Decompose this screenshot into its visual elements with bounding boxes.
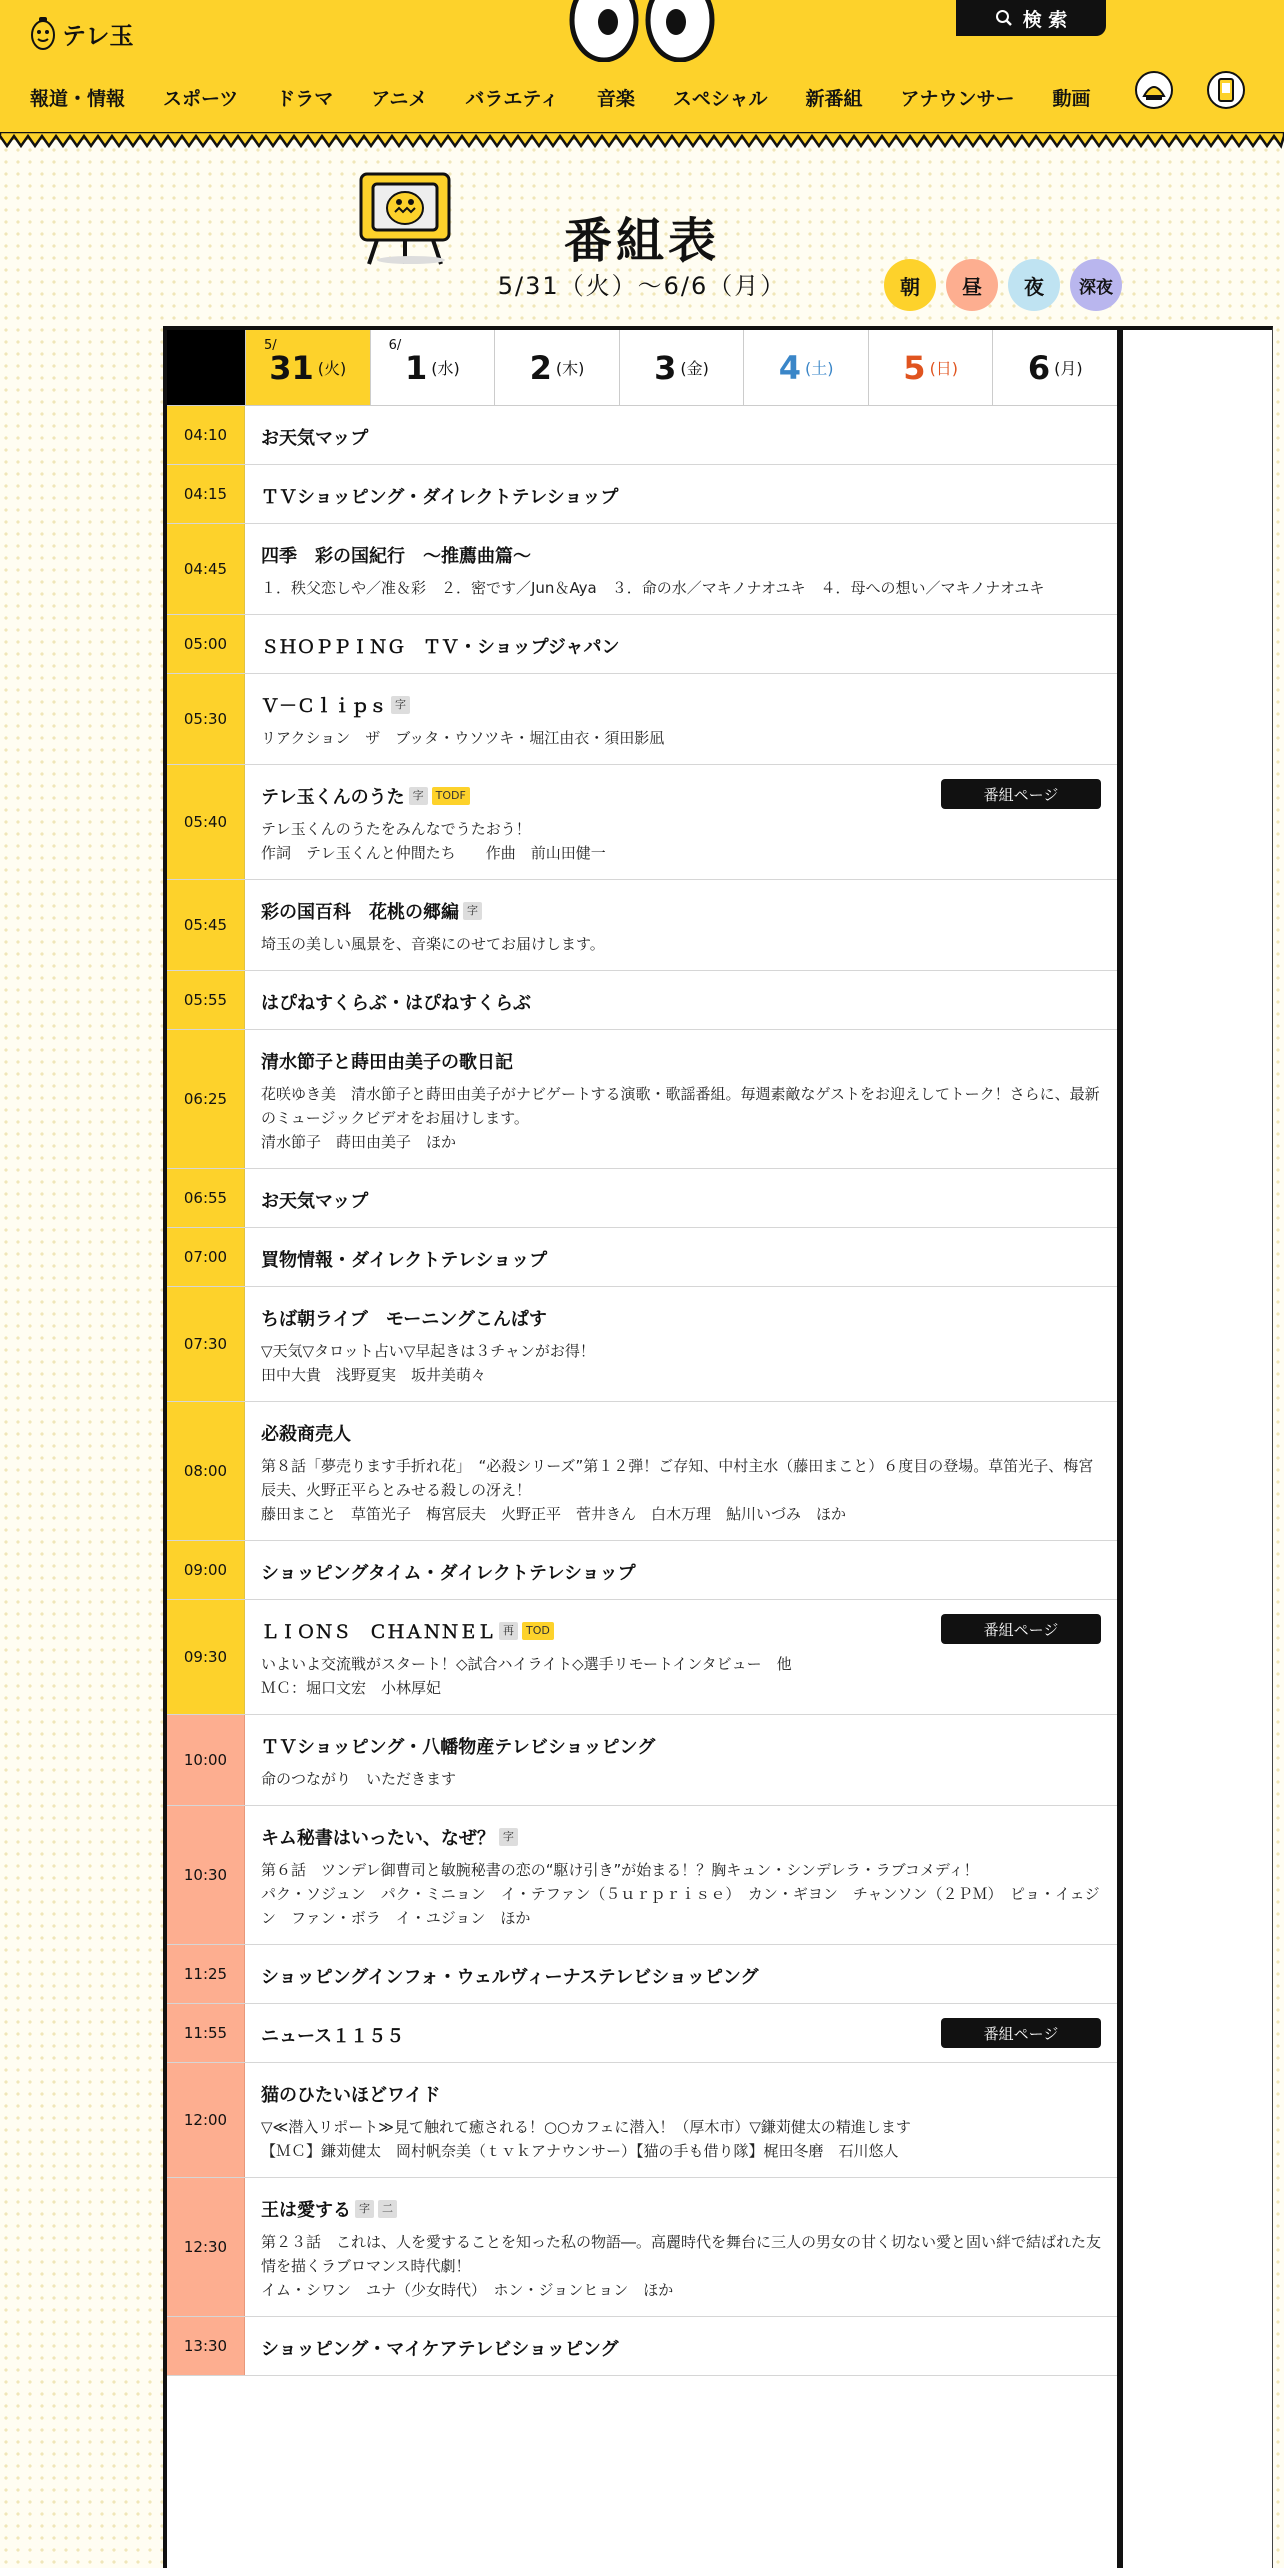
- program-time: 05:40: [167, 765, 245, 879]
- search-button[interactable]: [956, 0, 1106, 36]
- program-title-text: ＳＨＯＰＰＩＮＧ ＴＶ・ショップジャパン: [261, 637, 620, 658]
- program-title: [261, 1048, 1101, 1074]
- program-time: 07:00: [167, 1228, 245, 1286]
- program-time: 06:55: [167, 1169, 245, 1227]
- program-title-text: 四季 彩の国紀行 ～推薦曲篇～: [261, 546, 531, 567]
- program-title-text: ニュース１１５５: [261, 2026, 405, 2047]
- nav-item-drama[interactable]: ドラマ: [276, 88, 334, 110]
- program-time: 05:30: [167, 674, 245, 764]
- program-cell[interactable]: [245, 2063, 1117, 2177]
- program-schedule: [163, 326, 1121, 2568]
- schedule-button-label: 番組表: [1182, 1446, 1240, 1469]
- program-badge: 二: [378, 2200, 397, 2218]
- program-time: 05:00: [167, 615, 245, 673]
- program-description: 第６話 ツンデレ御曹司と敏腕秘書の恋の“駆け引き”が始まる！？胸キュン・シンデレラ・ラブコメディ！ パク・ソジュン パク・ミニョン イ・テファン（５ｕｒｐｒｉｓｅ） カン・ギヨン チャンソン（２ＰＭ） ピョ・イェジン ファン・ボラ イ・ユジョン ほか: [261, 1861, 1100, 1927]
- clock-icon: [1155, 1447, 1173, 1465]
- day-tab-3[interactable]: [619, 330, 744, 405]
- program-row: [167, 2063, 1117, 2178]
- period-button-2[interactable]: 夜: [1008, 259, 1060, 311]
- day-number: 6: [1027, 348, 1051, 387]
- program-title: [261, 1420, 1101, 1446]
- program-row: [167, 1228, 1117, 1287]
- program-description: ▽天気▽タロット占い▽早起きは３チャンがお得！ 田中大貴 浅野夏実 坂井美萌々: [261, 1342, 595, 1384]
- program-row: [167, 2317, 1117, 2376]
- program-row: [167, 615, 1117, 674]
- day-weekday: (日): [929, 359, 959, 378]
- program-title: [261, 2196, 1101, 2222]
- program-title-text: キム秘書はいったい、なぜ？: [261, 1828, 495, 1849]
- program-time: 11:25: [167, 1945, 245, 2003]
- program-row: [167, 1945, 1117, 2004]
- day-number: 31: [269, 348, 314, 387]
- program-cell[interactable]: [245, 1169, 1117, 1227]
- day-number: 1: [404, 348, 428, 387]
- header-zigzag-edge: [0, 132, 1284, 150]
- program-row: [167, 465, 1117, 524]
- teletama-mascot-icon: [30, 14, 56, 52]
- program-title-text: ショッピングインフォ・ウェルヴィーナステレビショッピング: [261, 1967, 759, 1988]
- program-row: [167, 880, 1117, 971]
- nav-item-video[interactable]: 動画: [1052, 88, 1091, 110]
- program-row: [167, 971, 1117, 1030]
- program-title: [261, 633, 1101, 659]
- page-title: 番組表: [563, 213, 720, 269]
- program-time: 08:00: [167, 1402, 245, 1540]
- program-title: [261, 1963, 1101, 1989]
- period-button-3[interactable]: 深夜: [1070, 259, 1122, 311]
- day-weekday: (木): [555, 359, 585, 378]
- program-badge: 字: [463, 902, 482, 920]
- program-time: 12:00: [167, 2063, 245, 2177]
- program-row: [167, 524, 1117, 615]
- program-cell[interactable]: [245, 1541, 1117, 1599]
- program-cell[interactable]: [245, 1228, 1117, 1286]
- program-badge: 字: [355, 2200, 374, 2218]
- program-title-text: 王は愛する: [261, 2200, 351, 2221]
- program-title-text: お天気マップ: [261, 428, 369, 449]
- program-title-text: ショッピング・マイケアテレビショッピング: [261, 2339, 619, 2360]
- program-time: 04:45: [167, 524, 245, 614]
- program-title: [261, 1305, 1101, 1331]
- program-cell[interactable]: [245, 2317, 1117, 2375]
- program-cell[interactable]: [245, 465, 1117, 523]
- program-row: [167, 1402, 1117, 1541]
- program-title: [261, 1733, 1101, 1759]
- nav-item-new-programs[interactable]: 新番組: [805, 88, 863, 110]
- program-time: 09:00: [167, 1541, 245, 1599]
- program-page-button[interactable]: 番組ページ: [941, 1614, 1101, 1644]
- program-row: [167, 1806, 1117, 1945]
- period-filter: [884, 259, 1122, 311]
- program-cell[interactable]: [245, 1715, 1117, 1805]
- program-title-text: 彩の国百科 花桃の郷編: [261, 902, 459, 923]
- program-description: 花咲ゆき美 清水節子と蒔田由美子がナビゲートする演歌・歌謡番組。毎週素敵なゲストをお迎えしてトーク！さらに、最新のミュージックビデオをお届けします。 清水節子 蒔田由美子 ほか: [261, 1085, 1100, 1151]
- nav-item-music[interactable]: 音楽: [596, 88, 635, 110]
- program-title-text: ＬＩＯＮＳ ＣＨＡＮＮＥＬ: [261, 1622, 495, 1643]
- program-row: [167, 1169, 1117, 1228]
- program-time: 06:25: [167, 1030, 245, 1168]
- program-title: [261, 483, 1101, 509]
- program-title: [261, 424, 1101, 450]
- day-weekday: (水): [431, 359, 460, 378]
- day-tabs: [167, 330, 1117, 406]
- program-page-button[interactable]: 番組ページ: [941, 779, 1101, 809]
- program-row: [167, 2004, 1117, 2063]
- main-nav: [30, 84, 1129, 111]
- program-title-text: ショッピングタイム・ダイレクトテレショップ: [261, 1563, 636, 1584]
- nav-item-sports[interactable]: スポーツ: [163, 88, 239, 110]
- program-row: [167, 1715, 1117, 1806]
- day-weekday: (金): [680, 359, 709, 378]
- program-cell[interactable]: [245, 1945, 1117, 2003]
- program-time: 04:15: [167, 465, 245, 523]
- program-time: 04:10: [167, 406, 245, 464]
- program-description: ▽≪潜入リポート≫見て触れて癒される！○○カフェに潜入！（厚木市）▽鎌苅健太の精進します 【ＭＣ】鎌苅健太 岡村帆奈美（ｔｖｋアナウンサー）【猫の手も借り隊】梶田冬磨 石川悠人: [261, 2118, 911, 2160]
- program-row: [167, 1600, 1117, 1715]
- program-description: リアクション ザ ブッタ・ウソツキ・堀江由衣・須田影凪: [261, 729, 665, 747]
- site-logo[interactable]: [30, 14, 134, 52]
- program-time: 05:45: [167, 880, 245, 970]
- day-tab-0[interactable]: [245, 330, 370, 405]
- program-title-text: テレ玉くんのうた: [261, 787, 405, 808]
- program-title: [261, 1187, 1101, 1213]
- day-tab-1[interactable]: [370, 330, 495, 405]
- teletama-app-icon[interactable]: [1134, 70, 1174, 110]
- program-title-text: ちば朝ライブ モーニングこんぱす: [261, 1309, 547, 1330]
- program-time: 11:55: [167, 2004, 245, 2062]
- logo-text: テレ玉: [62, 21, 134, 50]
- day-tab-5[interactable]: [868, 330, 993, 405]
- program-title: [261, 1824, 1101, 1850]
- program-time: 13:30: [167, 2317, 245, 2375]
- program-badge: TOD: [522, 1622, 554, 1640]
- program-cell[interactable]: [245, 2178, 1117, 2316]
- program-cell[interactable]: [245, 1030, 1117, 1168]
- program-title-text: ＴＶショッピング・ダイレクトテレショップ: [261, 487, 619, 508]
- program-title: [261, 1246, 1101, 1272]
- program-title-text: 清水節子と蒔田由美子の歌日記: [261, 1052, 513, 1073]
- schedule-button[interactable]: [1119, 326, 1273, 2568]
- program-row: [167, 2178, 1117, 2317]
- day-weekday: (月): [1054, 359, 1083, 378]
- program-cell[interactable]: [245, 971, 1117, 1029]
- program-time: 12:30: [167, 2178, 245, 2316]
- day-tab-4[interactable]: [743, 330, 868, 405]
- program-title-text: ＴＶショッピング・八幡物産テレビショッピング: [261, 1737, 656, 1758]
- program-description: １．秩父恋しや／准＆彩 ２．密です／Jun＆Aya ３．命の水／マキノナオユキ ４．母への想い／マキノナオユキ: [261, 579, 1045, 597]
- program-cell[interactable]: [245, 2004, 1117, 2062]
- program-title: [261, 898, 1101, 924]
- day-number: 3: [654, 348, 677, 387]
- day-number: 4: [778, 348, 801, 387]
- program-time: 10:00: [167, 1715, 245, 1805]
- program-cell[interactable]: [245, 880, 1117, 970]
- program-cell[interactable]: [245, 674, 1117, 764]
- day-weekday: (土): [804, 359, 834, 378]
- program-description: いよいよ交流戦がスタート！◇試合ハイライト◇選手リモートインタビュー 他 ＭＣ：堀口文宏 小林厚妃: [261, 1655, 792, 1697]
- day-month: 5/: [264, 338, 277, 353]
- program-badge: 再: [499, 1622, 518, 1640]
- program-cell[interactable]: [245, 1402, 1117, 1540]
- day-tab-6[interactable]: [992, 330, 1117, 405]
- program-list: [167, 406, 1117, 2376]
- program-badge: 字: [391, 696, 410, 714]
- program-time: 05:55: [167, 971, 245, 1029]
- program-title: [261, 989, 1101, 1015]
- program-cell[interactable]: [245, 615, 1117, 673]
- program-description: 命のつながり いただきます: [261, 1770, 457, 1788]
- nav-item-announcer[interactable]: アナウンサー: [900, 88, 1015, 110]
- program-time: 09:30: [167, 1600, 245, 1714]
- program-title-text: お天気マップ: [261, 1191, 369, 1212]
- program-description: 埼玉の美しい風景を、音楽にのせてお届けします。: [261, 935, 605, 953]
- search-button-label: 検 索: [1022, 8, 1068, 31]
- program-time: 07:30: [167, 1287, 245, 1401]
- program-row: [167, 406, 1117, 465]
- program-row: [167, 1030, 1117, 1169]
- day-tab-2[interactable]: [494, 330, 619, 405]
- program-row: [167, 1541, 1117, 1600]
- day-number: 2: [529, 348, 552, 387]
- program-cell[interactable]: [245, 765, 1117, 879]
- program-title: [261, 2335, 1101, 2361]
- nav-item-special[interactable]: スペシャル: [672, 88, 768, 110]
- program-description: 第８話「夢売ります手折れ花」 “必殺シリーズ”第１２弾！ご存知、中村主水（藤田まこと）６度目の登場。草笛光子、梅宮辰夫、火野正平らとみせる殺しの冴え！ 藤田まこと 草笛光子 梅宮辰夫 火野正平 菅井きん 白木万理 鮎川いづみ ほか: [261, 1457, 1094, 1523]
- program-description: 第２３話 これは、人を愛することを知った私の物語―。高麗時代を舞台に三人の男女の甘く切ない愛と固い絆で結ばれた友情を描くラブロマンス時代劇！ イム・シワン ユナ（少女時代） ホン・ジョンヒョン ほか: [261, 2233, 1102, 2299]
- program-badge: 字: [409, 787, 428, 805]
- date-range: 5/31（火）〜6/6（月）: [497, 272, 787, 300]
- nav-item-variety[interactable]: バラエティ: [465, 88, 559, 110]
- day-number: 5: [903, 348, 926, 387]
- nav-item-news[interactable]: 報道・情報: [30, 88, 126, 110]
- program-title-text: 猫のひたいほどワイド: [261, 2085, 441, 2106]
- program-cell[interactable]: [245, 1600, 1117, 1714]
- program-title: [261, 2081, 1101, 2107]
- day-weekday: (火): [317, 359, 347, 378]
- teletama-mobile-icon[interactable]: [1206, 70, 1246, 110]
- program-title-text: 買物情報・ダイレクトテレショップ: [261, 1250, 548, 1271]
- period-button-1[interactable]: 昼: [946, 259, 998, 311]
- program-title: [261, 542, 1101, 568]
- program-description: テレ玉くんのうたをみんなでうたおう！ 作詞 テレ玉くんと仲間たち 作曲 前山田健一: [261, 820, 606, 862]
- program-row: [167, 1287, 1117, 1402]
- mascot-eyes-icon: [568, 0, 716, 62]
- program-title-text: Ｖ－Ｃｌｉｐｓ: [261, 696, 387, 717]
- program-page-button[interactable]: 番組ページ: [941, 2018, 1101, 2048]
- day-tabs-corner: [167, 330, 245, 405]
- program-cell[interactable]: [245, 1806, 1117, 1944]
- day-month: 6/: [388, 338, 402, 353]
- program-cell[interactable]: [245, 1287, 1117, 1401]
- program-cell[interactable]: [245, 406, 1117, 464]
- program-cell[interactable]: [245, 524, 1117, 614]
- period-button-0[interactable]: 朝: [884, 259, 936, 311]
- program-badge: TODF: [432, 787, 470, 805]
- program-title-text: はぴねすくらぶ・はぴねすくらぶ: [261, 993, 531, 1014]
- program-time: 10:30: [167, 1806, 245, 1944]
- program-row: [167, 674, 1117, 765]
- program-title: [261, 1559, 1101, 1585]
- program-badge: 字: [499, 1828, 518, 1846]
- program-title-text: 必殺商売人: [261, 1424, 351, 1445]
- nav-item-anime[interactable]: アニメ: [371, 88, 428, 110]
- program-title: [261, 692, 1101, 718]
- program-row: [167, 765, 1117, 880]
- search-icon: [995, 9, 1013, 27]
